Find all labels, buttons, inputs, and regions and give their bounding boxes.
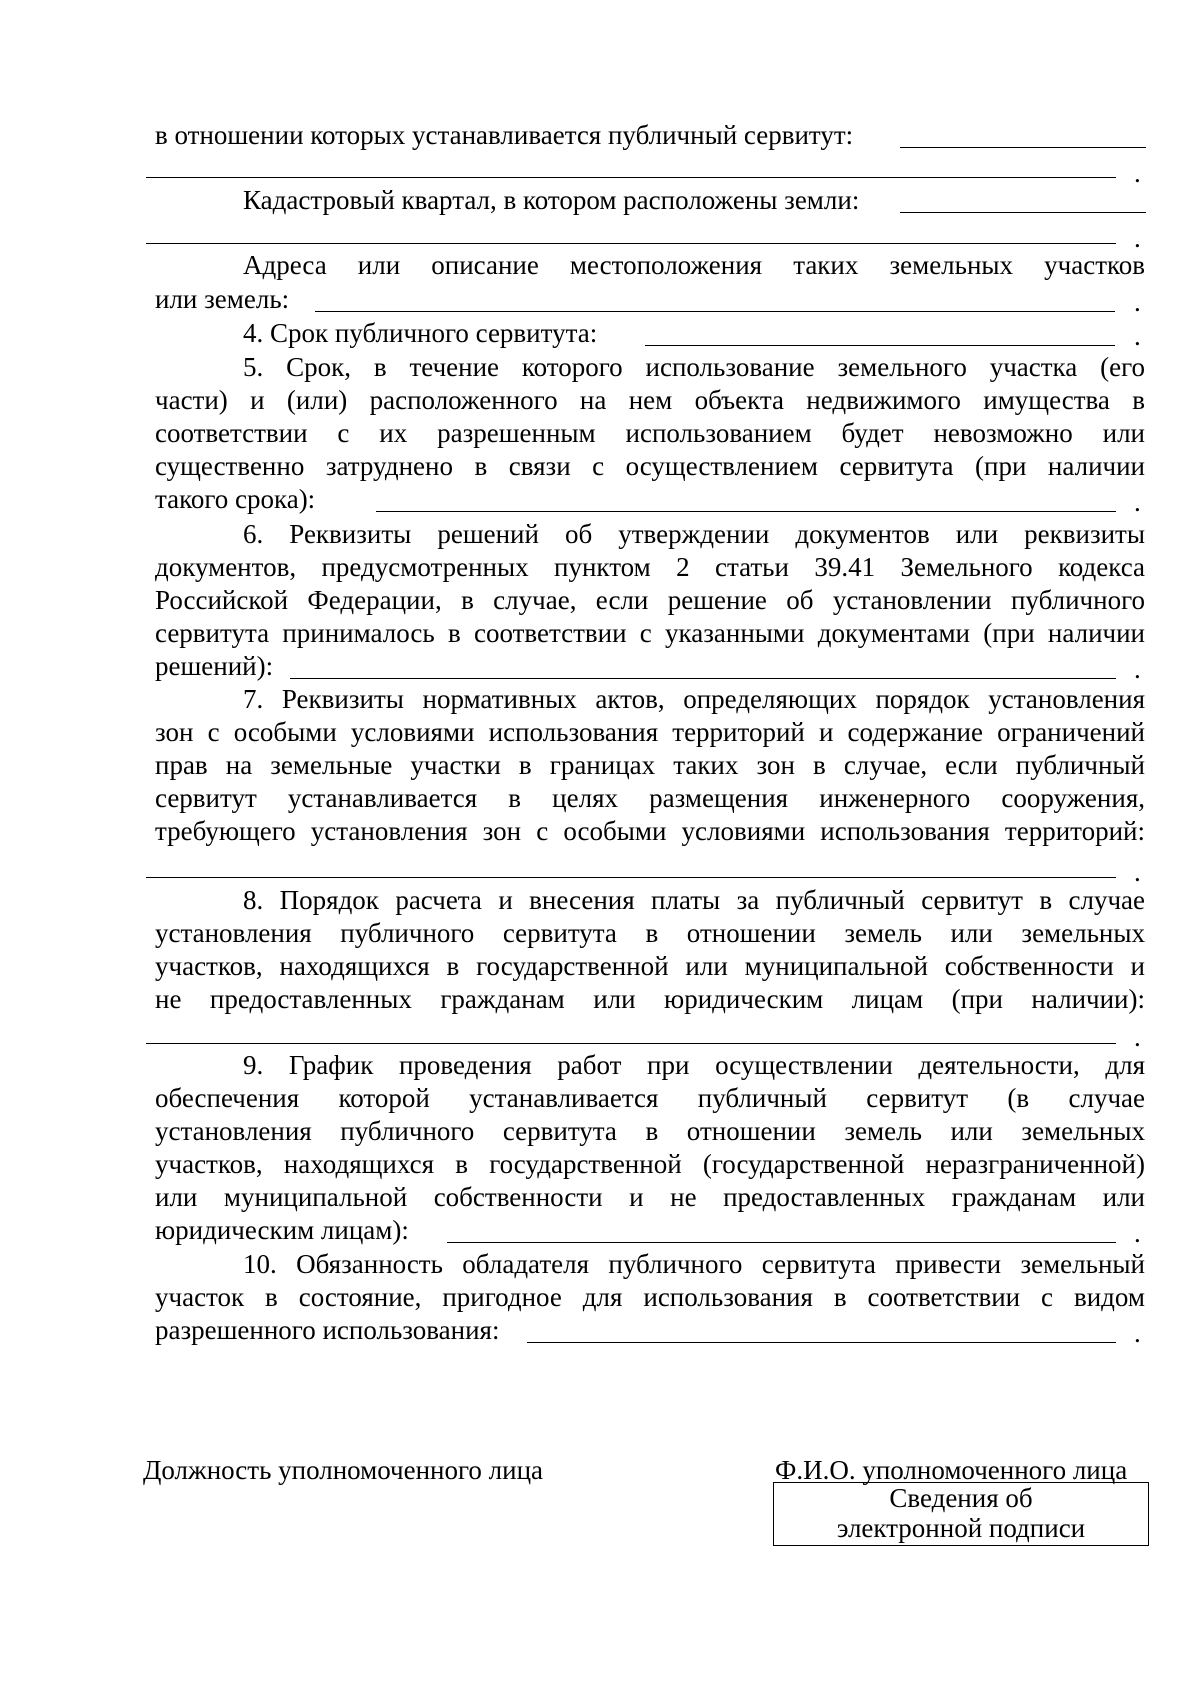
- paragraph-line: [155, 383, 1145, 417]
- period: .: [1134, 223, 1141, 253]
- text-p1-line1: в отношении которых устанавливается публичный сервитут:: [155, 120, 854, 150]
- period: .: [1134, 158, 1141, 188]
- paragraph-line: [155, 416, 1145, 450]
- text-item9-l1: 9. График проведения работ при осуществлении деятельности, для: [243, 1050, 1145, 1080]
- period: .: [1134, 857, 1141, 887]
- paragraph-line: [155, 1081, 1145, 1115]
- text-item6-l2: документов, предусмотренных пунктом 2 статьи 39.41 Земельного кодекса: [155, 552, 1145, 582]
- period: .: [1134, 1022, 1141, 1052]
- item-8: [155, 883, 1145, 917]
- text-item9-l6: юридическим лицам):: [155, 1215, 409, 1245]
- text-item8-l1: 8. Порядок расчета и внесения платы за публичный сервитут в случае: [243, 885, 1145, 915]
- blank-underline: [146, 177, 1116, 178]
- period: .: [1134, 1218, 1141, 1248]
- paragraph-line: [155, 550, 1145, 584]
- period: .: [1134, 287, 1141, 317]
- blank-underline: [146, 243, 1116, 244]
- text-p2-line1: Кадастровый квартал, в котором расположены земли:: [243, 185, 860, 215]
- text-item5-l3: соответствии с их разрешенным использованием будет невозможно или: [155, 418, 1145, 448]
- text-item9-l3: установления публичного сервитута в отношении земель или земельных: [155, 1116, 1145, 1146]
- paragraph-line: [155, 1280, 1145, 1314]
- paragraph-line: [155, 248, 1145, 282]
- text-p3-line1: Адреса или описание местоположения таких земельных участков: [243, 250, 1145, 280]
- text-item6-l1: 6. Реквизиты решений об утверждении документов или реквизиты: [243, 519, 1145, 549]
- text-item5-l4: существенно затруднено в связи с осуществлением сервитута (при наличии: [155, 451, 1145, 481]
- period: .: [1134, 321, 1141, 351]
- text-item8-l3: участков, находящихся в государственной или муниципальной собственности и: [155, 951, 1145, 981]
- electronic-signature-box: [773, 1482, 1149, 1546]
- text-item6-l5: решений):: [155, 651, 274, 681]
- item-6: [155, 517, 1145, 551]
- text-item7-l4: сервитут устанавливается в целях размещения инженерного сооружения,: [155, 783, 1145, 813]
- paragraph-line: [155, 583, 1145, 617]
- text-item4: 4. Срок публичного сервитута:: [243, 318, 598, 348]
- paragraph-line: [155, 1114, 1145, 1148]
- paragraph-line: [155, 916, 1145, 950]
- blank-underline: [447, 1242, 1116, 1243]
- paragraph-line: [155, 814, 1145, 848]
- blank-underline: [900, 147, 1146, 148]
- period: .: [1134, 654, 1141, 684]
- text-item7-l2: зон с особыми условиями использования территорий и содержание ограничений: [155, 717, 1145, 747]
- signature-box-line1: Сведения об: [889, 1483, 1033, 1513]
- text-item7-l1: 7. Реквизиты нормативных актов, определяющих порядок установления: [243, 684, 1145, 714]
- paragraph-line: [155, 1147, 1145, 1181]
- text-item9-l5: или муниципальной собственности и не предоставленных гражданам или: [155, 1182, 1145, 1212]
- text-item9-l2: обеспечения которой устанавливается публичный сервитут (в случае: [155, 1083, 1145, 1113]
- text-item5-l2: части) и (или) расположенного на нем объекта недвижимого имущества в: [155, 385, 1145, 415]
- paragraph-line: [155, 449, 1145, 483]
- blank-underline: [645, 345, 1115, 346]
- paragraph-line: [155, 982, 1145, 1016]
- authorized-person-position-label: Должность уполномоченного лица: [143, 1455, 544, 1485]
- item-9: [155, 1048, 1145, 1082]
- blank-underline: [900, 212, 1146, 213]
- paragraph-line: [155, 1180, 1145, 1214]
- period: .: [1134, 487, 1141, 517]
- text-item7-l3: прав на земельные участки в границах таких зон в случае, если публичный: [155, 750, 1145, 780]
- blank-underline: [315, 311, 1115, 312]
- signature-box-line2: электронной подписи: [836, 1513, 1086, 1543]
- paragraph-line: [155, 781, 1145, 815]
- text-item5-l1: 5. Срок, в течение которого использование земельного участка (его: [243, 352, 1145, 382]
- text-item10-l3: разрешенного использования:: [155, 1315, 500, 1345]
- blank-underline: [290, 678, 1116, 679]
- item-7: [155, 682, 1145, 716]
- text-item8-l4: не предоставленных гражданам или юридическим лицам (при наличии):: [155, 984, 1145, 1014]
- text-item6-l4: сервитута принималось в соответствии с указанными документами (при наличии: [155, 618, 1145, 648]
- item-10: [155, 1247, 1145, 1281]
- paragraph-line: [155, 949, 1145, 983]
- text-p3-line2: или земель:: [155, 284, 290, 314]
- text-item10-l1: 10. Обязанность обладателя публичного сервитута привести земельный: [243, 1249, 1145, 1279]
- text-item10-l2: участок в состояние, пригодное для использования в соответствии с видом: [155, 1282, 1145, 1312]
- blank-underline: [146, 1043, 1116, 1044]
- text-item5-l5: такого срока):: [155, 484, 316, 514]
- blank-underline: [146, 877, 1116, 878]
- text-item7-l5: требующего установления зон с особыми условиями использования территорий:: [155, 816, 1145, 846]
- paragraph-line: [155, 715, 1145, 749]
- text-item6-l3: Российской Федерации, в случае, если решение об установлении публичного: [155, 585, 1145, 615]
- paragraph-line: [155, 748, 1145, 782]
- period: .: [1134, 1318, 1141, 1348]
- paragraph-line: [155, 616, 1145, 650]
- text-item9-l4: участков, находящихся в государственной (государственной неразграниченной): [155, 1149, 1145, 1179]
- blank-underline: [376, 511, 1116, 512]
- authorized-person-name-label: Ф.И.О. уполномоченного лица: [775, 1455, 1128, 1485]
- text-item8-l2: установления публичного сервитута в отношении земель или земельных: [155, 918, 1145, 948]
- item-5: [155, 350, 1145, 384]
- blank-underline: [527, 1342, 1116, 1343]
